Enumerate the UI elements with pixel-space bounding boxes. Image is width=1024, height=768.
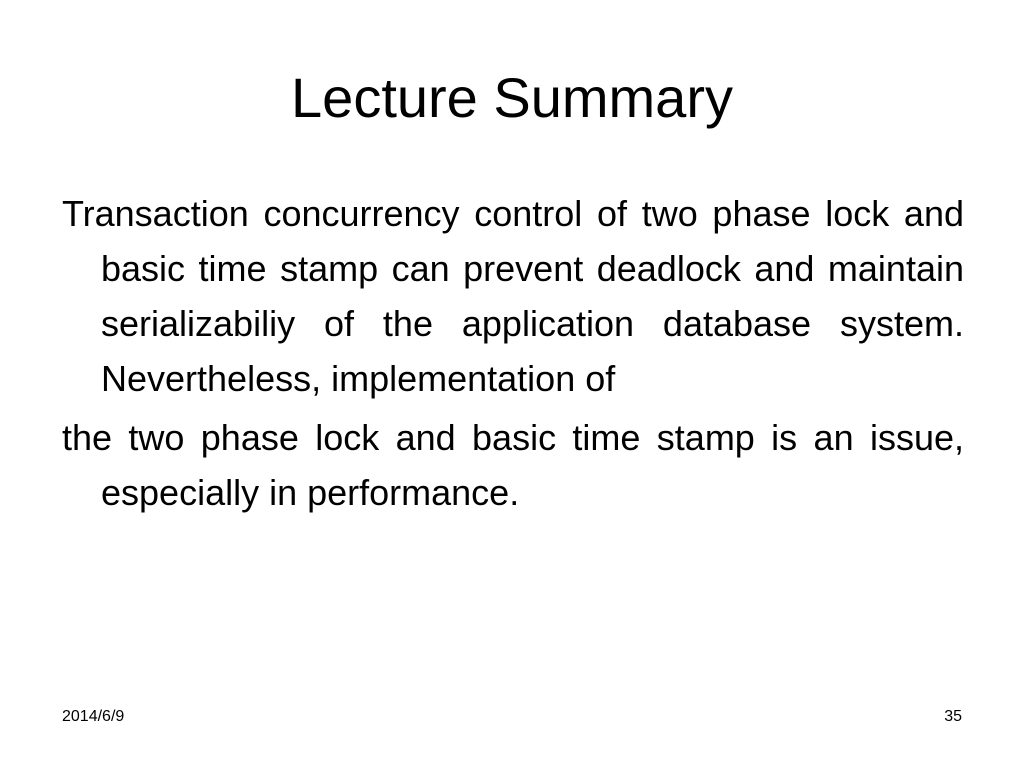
body-paragraph-1: Transaction concurrency control of two phase lock and basic time stamp can prevent deadlock and maintain serializabiliy of the application database system. Nevertheless, implementation of — [62, 193, 964, 399]
slide-body — [62, 186, 964, 520]
footer-date: 2014/6/9 — [62, 708, 125, 725]
footer-page-number: 35 — [944, 708, 962, 725]
slide-title: Lecture Summary — [291, 66, 733, 129]
body-paragraph-2: the two phase lock and basic time stamp is an issue, especially in performance. — [62, 417, 964, 513]
